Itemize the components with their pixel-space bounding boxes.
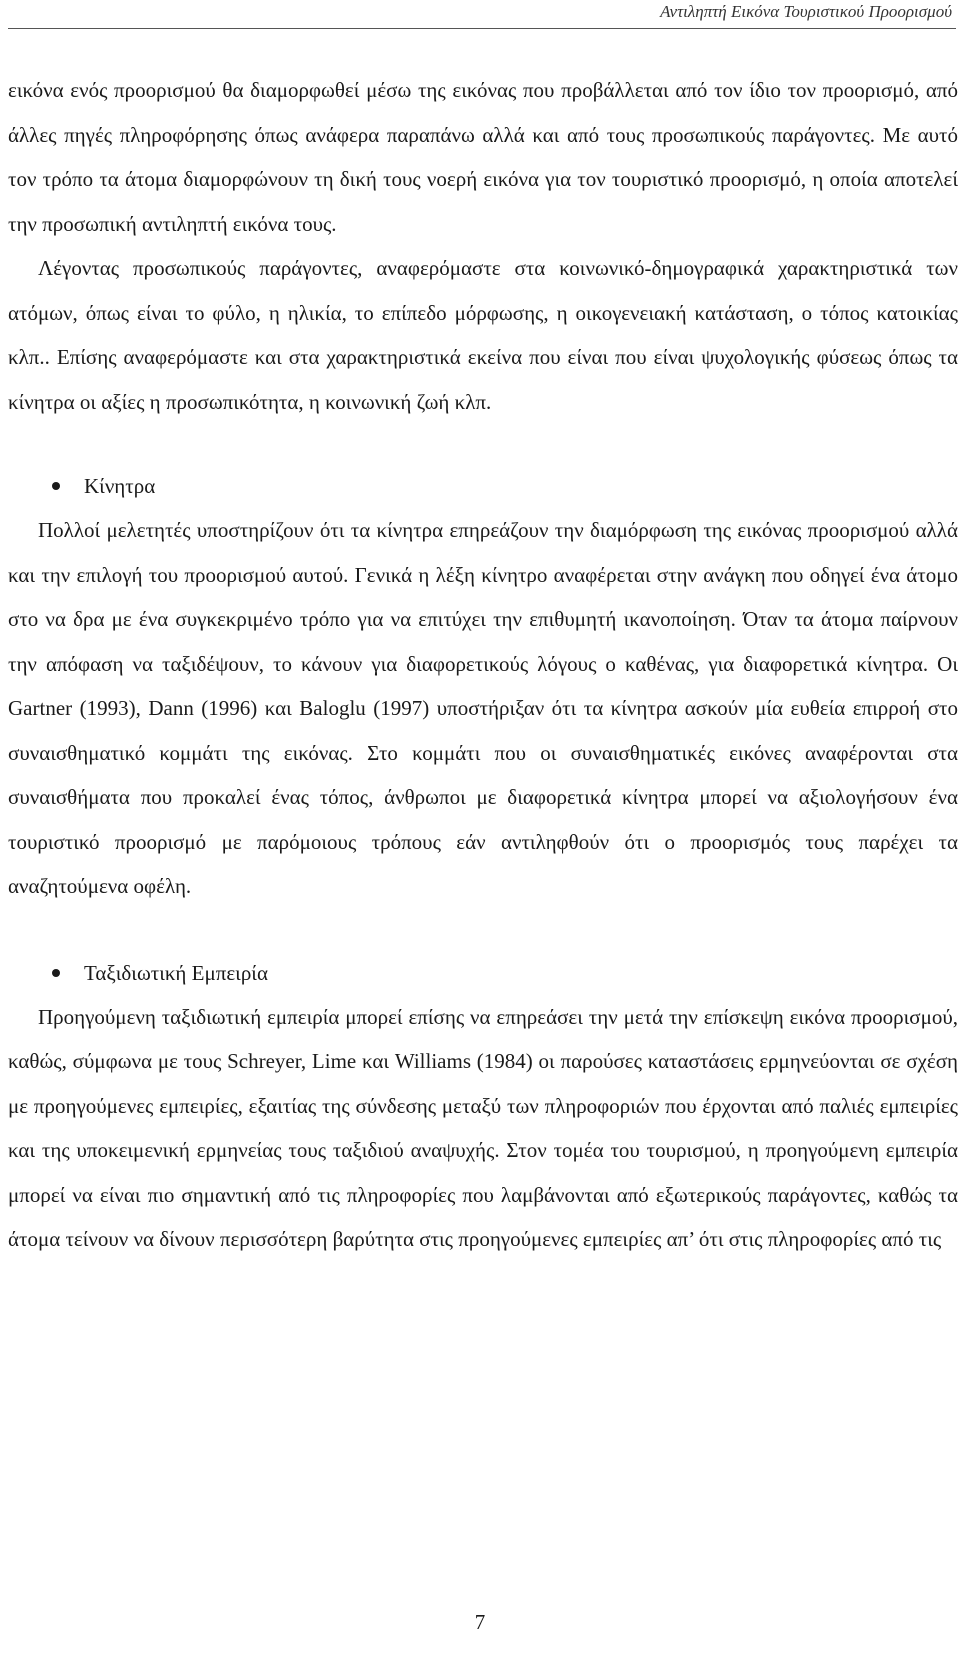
bullet-icon [52,482,60,490]
running-title: Αντιληπτή Εικόνα Τουριστικού Προορισμού [660,2,952,21]
section-heading-text: Κίνητρα [84,474,156,498]
page-number: 7 [474,1610,486,1634]
bullet-icon [52,969,60,977]
body-paragraph: εικόνα ενός προορισμού θα διαμορφωθεί μέσω της εικόνας που προβάλλεται από τον ίδιο τον προορισμό, από άλλες πηγές πληροφόρησης όπως ανάφερα παραπάνω αλλά και από τους προσωπικούς παράγοντες. Με αυτό τον τρόπο τα άτομα διαμορφώνουν τη δική τους νοερή εικόνα για τον τουριστικό προορισμό, η οποία αποτελεί την προσωπική αντιληπτή εικόνα τους. [8,78,958,236]
page-body [8,68,958,1262]
section-heading-travel-experience [8,951,958,995]
section-heading-motives [8,464,958,508]
body-paragraph: Πολλοί μελετητές υποστηρίζουν ότι τα κίνητρα επηρεάζουν την διαμόρφωση της εικόνας προορισμού αλλά και την επιλογή του προορισμού αυτού. Γενικά η λέξη κίνητρο αναφέρεται στην ανάγκη που οδηγεί ένα άτομο στο να δρα με ένα συγκεκριμένο τρόπο για να επιτύχει την επιθυμητή ικανοποίηση. Όταν τα άτομα παίρνουν την απόφαση να ταξιδέψουν, το κάνουν για διαφορετικούς λόγους ο καθένας, για διαφορετικά κίνητρα. Οι Gartner (1993), Dann (1996) και Baloglu (1997) υποστήριξαν ότι τα κίνητρα ασκούν μία ευθεία επιρροή στο συναισθηματικό κομμάτι της εικόνας. Στο κομμάτι που οι συναισθηματικές εικόνες αναφέρονται στα συναισθήματα που προκαλεί ένας τόπος, άνθρωποι με διαφορετικά κίνητρα μπορεί να αξιολογήσουν ένα τουριστικό προορισμό με παρόμοιους τρόπους εάν αντιληφθούν ότι ο προορισμός τους παρέχει τα αναζητούμενα οφέλη. [8,518,958,898]
running-header [8,0,956,29]
body-paragraph: Λέγοντας προσωπικούς παράγοντες, αναφερόμαστε στα κοινωνικό-δημογραφικά χαρακτηριστικά των ατόμων, όπως είναι το φύλο, η ηλικία, το επίπεδο μόρφωσης, η οικογενειακή κατάσταση, ο τόπος κατοικίας κλπ.. Επίσης αναφερόμαστε και στα χαρακτηριστικά εκείνα που είναι που είναι ψυχολογικής φύσεως όπως τα κίνητρα οι αξίες η προσωπικότητα, η κοινωνική ζωή κλπ. [8,256,958,414]
body-paragraph: Προηγούμενη ταξιδιωτική εμπειρία μπορεί επίσης να επηρεάσει την μετά την επίσκεψη εικόνα προορισμού, καθώς, σύμφωνα με τους Schreyer, Lime και Williams (1984) οι παρούσες καταστάσεις ερμηνεύονται σε σχέση με προηγούμενες εμπειρίες, εξαιτίας της σύνδεσης μεταξύ των πληροφοριών που έρχονται από παλιές εμπειρίες και της υποκειμενική ερμηνείας τους ταξιδιού αναψυχής. Στον τομέα του τουρισμού, η προηγούμενη εμπειρία μπορεί να είναι πιο σημαντική από τις πληροφορίες που λαμβάνονται από εξωτερικούς παράγοντες, καθώς τα άτομα τείνουν να δίνουν περισσότερη βαρύτητα στις προηγούμενες εμπειρίες απ’ ότι στις πληροφορίες από τις [8,1004,958,1251]
section-heading-text: Ταξιδιωτική Εμπειρία [84,960,268,985]
